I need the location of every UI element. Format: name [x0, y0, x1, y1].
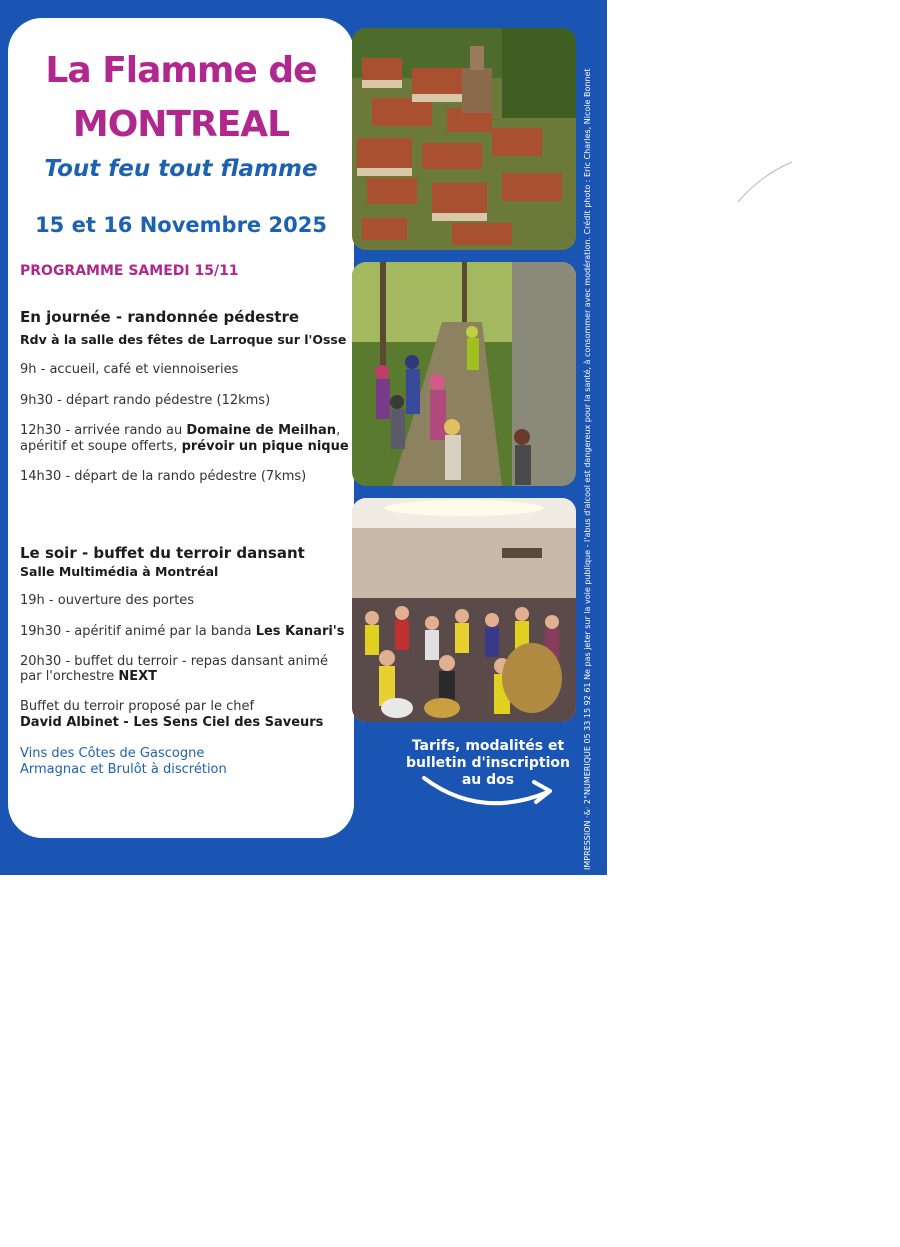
- chef-line1: Buffet du terroir proposé par le chef: [20, 699, 255, 714]
- day-section-title: En journée - randonnée pédestre: [20, 308, 300, 326]
- evening-buffet-line1: 20h30 - buffet du terroir - repas dansant animé: [20, 654, 329, 669]
- wine-line1: Vins des Côtes de Gascogne: [20, 746, 205, 761]
- wine-line2: Armagnac et Brulôt à discrétion: [20, 762, 227, 777]
- lunch-picnic-note: prévoir un pique nique: [181, 439, 349, 454]
- day-item-1: 9h - accueil, café et viennoiseries: [20, 362, 239, 377]
- legal-credit-notice: IMPRESSION ·&· 2°NUMERIQUE 05 33 15 92 61 Ne pas jeter sur la voie publique - l'abus d'alcool est dangereux pour la santé, à consommer avec modération. Crédit photo : Eric Charles, Nicole Bonnet: [583, 68, 592, 870]
- hikers-photo: [352, 262, 576, 486]
- day-item-lunch: [20, 423, 340, 438]
- cta-line-1: Tarifs, modalités et: [411, 738, 565, 754]
- cta-line-2: bulletin d'inscription: [406, 755, 570, 771]
- lunch-line2-prefix: apéritif et soupe offerts,: [20, 439, 182, 454]
- event-dates: 15 et 16 Novembre 2025: [35, 213, 327, 237]
- scan-artifact-line: [736, 160, 796, 205]
- day-item-afternoon: 14h30 - départ de la rando pédestre (7kms): [20, 469, 307, 484]
- cta-line-3: au dos: [461, 772, 515, 788]
- evening-venue: Salle Multimédia à Montréal: [20, 564, 219, 579]
- tagline: Tout feu tout flamme: [44, 156, 318, 182]
- programme-heading: PROGRAMME SAMEDI 15/11: [20, 263, 239, 279]
- evening-doors: 19h - ouverture des portes: [20, 593, 195, 608]
- orchestra-name: NEXT: [118, 669, 157, 684]
- title-line-2: MONTREAL: [72, 104, 290, 145]
- village-aerial-photo: [352, 28, 576, 250]
- dance-hall-photo: [352, 498, 576, 722]
- title-line-1: La Flamme de: [45, 50, 317, 91]
- chef-name: David Albinet - Les Sens Ciel des Saveurs: [20, 715, 324, 730]
- programme-card: [8, 18, 354, 838]
- curved-arrow-icon: [420, 770, 560, 815]
- aperitif-prefix: 19h30 - apéritif animé par la banda: [20, 624, 256, 639]
- day-meeting-point: Rdv à la salle des fêtes de Larroque sur l'Osse: [20, 332, 347, 347]
- lunch-place: Domaine de Meilhan: [186, 423, 337, 438]
- evening-section-title: Le soir - buffet du terroir dansant: [20, 544, 305, 562]
- buffet-line2-prefix: par l'orchestre: [20, 669, 119, 684]
- lunch-suffix: ,: [336, 423, 341, 438]
- day-item-2: 9h30 - départ rando pédestre (12kms): [20, 393, 271, 408]
- lunch-prefix: 12h30 - arrivée rando au: [20, 423, 187, 438]
- aperitif-band: Les Kanari's: [255, 624, 345, 639]
- flyer: [0, 0, 607, 875]
- day-item-lunch-line2: [20, 439, 349, 454]
- evening-buffet-line2: [20, 669, 157, 684]
- evening-aperitif: [20, 624, 345, 639]
